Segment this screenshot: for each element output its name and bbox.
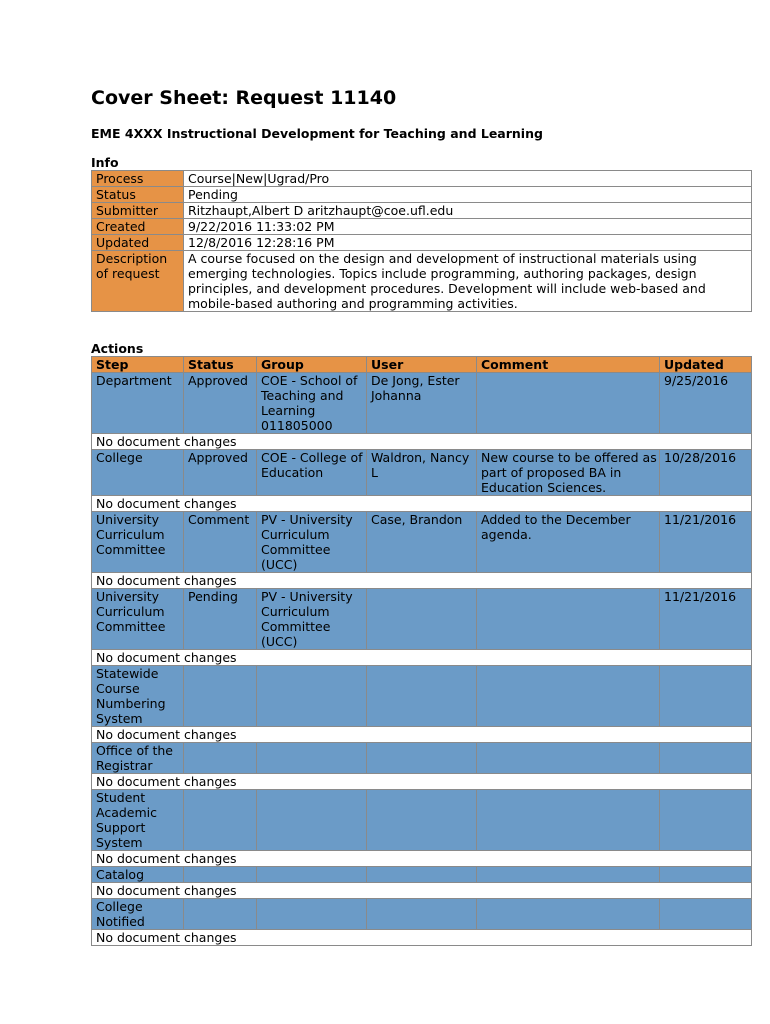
cell-user [367,589,477,650]
no-changes-text: No document changes [92,851,752,867]
cell-group: PV - University Curriculum Committee (UCC) [257,512,367,573]
info-label: Submitter [92,203,184,219]
cell-step: Statewide Course Numbering System [92,666,184,727]
cell-group: COE - School of Teaching and Learning 011805000 [257,373,367,434]
table-row [92,373,752,434]
info-row [92,203,752,219]
no-changes-row [92,930,752,946]
cell-user: Waldron, Nancy L [367,450,477,496]
no-changes-row [92,434,752,450]
no-changes-row [92,883,752,899]
cover-sheet-page [91,86,752,946]
info-label: Description of request [92,251,184,312]
page-title: Cover Sheet: Request 11140 [91,87,397,109]
cell-updated [660,899,752,930]
cell-updated: 11/21/2016 [660,589,752,650]
cell-step: Department [92,373,184,434]
column-header-group: Group [257,357,367,373]
info-table [91,170,752,312]
actions-table [91,356,752,946]
column-header-status: Status [184,357,257,373]
no-changes-text: No document changes [92,930,752,946]
cell-step: Student Academic Support System [92,790,184,851]
cell-step: College Notified [92,899,184,930]
no-changes-text: No document changes [92,434,752,450]
column-header-updated: Updated [660,357,752,373]
cell-status [184,743,257,774]
info-heading: Info [91,155,119,170]
info-row [92,235,752,251]
table-row [92,743,752,774]
table-row [92,666,752,727]
cell-group [257,899,367,930]
column-header-step: Step [92,357,184,373]
no-changes-text: No document changes [92,496,752,512]
cell-user [367,867,477,883]
cell-status [184,867,257,883]
table-row [92,450,752,496]
cell-group [257,666,367,727]
cell-updated [660,867,752,883]
cell-user [367,666,477,727]
no-changes-row [92,573,752,589]
table-row [92,589,752,650]
no-changes-text: No document changes [92,650,752,666]
cell-step: Catalog [92,867,184,883]
info-label: Created [92,219,184,235]
no-changes-text: No document changes [92,573,752,589]
cell-updated: 11/21/2016 [660,512,752,573]
info-row [92,251,752,312]
info-label: Status [92,187,184,203]
cell-comment: Added to the December agenda. [477,512,660,573]
cell-updated: 9/25/2016 [660,373,752,434]
cell-group: COE - College of Education [257,450,367,496]
cell-status: Comment [184,512,257,573]
cell-comment [477,743,660,774]
cell-group [257,743,367,774]
table-row [92,790,752,851]
no-changes-row [92,727,752,743]
no-changes-text: No document changes [92,883,752,899]
cell-comment [477,867,660,883]
table-row [92,867,752,883]
info-value: 9/22/2016 11:33:02 PM [184,219,752,235]
info-value: A course focused on the design and development of instructional materials using emerging technologies. Topics include programming, authoring packages, design principles, and development procedures. Development will include web-based and mobile-based authoring and programming activities. [184,251,752,312]
cell-status: Pending [184,589,257,650]
actions-header-row [92,357,752,373]
info-value: Course|New|Ugrad/Pro [184,171,752,187]
cell-group: PV - University Curriculum Committee (UCC) [257,589,367,650]
no-changes-row [92,851,752,867]
column-header-comment: Comment [477,357,660,373]
cell-group [257,867,367,883]
no-changes-text: No document changes [92,774,752,790]
cell-user [367,790,477,851]
cell-status: Approved [184,373,257,434]
info-value: Ritzhaupt,Albert D aritzhaupt@coe.ufl.edu [184,203,752,219]
cell-comment [477,373,660,434]
info-label: Updated [92,235,184,251]
column-header-user: User [367,357,477,373]
cell-step: University Curriculum Committee [92,589,184,650]
cell-user [367,743,477,774]
table-row [92,512,752,573]
no-changes-row [92,496,752,512]
cell-status: Approved [184,450,257,496]
cell-group [257,790,367,851]
cell-updated [660,790,752,851]
info-row [92,171,752,187]
cell-status [184,899,257,930]
cell-comment [477,790,660,851]
no-changes-row [92,650,752,666]
table-row [92,899,752,930]
cell-user: Case, Brandon [367,512,477,573]
info-row [92,219,752,235]
no-changes-row [92,774,752,790]
cell-step: University Curriculum Committee [92,512,184,573]
course-title: EME 4XXX Instructional Development for Teaching and Learning [91,126,543,141]
cell-step: College [92,450,184,496]
cell-comment [477,589,660,650]
cell-user: De Jong, Ester Johanna [367,373,477,434]
cell-step: Office of the Registrar [92,743,184,774]
actions-heading: Actions [91,341,144,356]
no-changes-text: No document changes [92,727,752,743]
cell-status [184,790,257,851]
cell-status [184,666,257,727]
cell-user [367,899,477,930]
info-value: Pending [184,187,752,203]
info-value: 12/8/2016 12:28:16 PM [184,235,752,251]
info-label: Process [92,171,184,187]
cell-updated: 10/28/2016 [660,450,752,496]
info-row [92,187,752,203]
cell-comment [477,666,660,727]
cell-updated [660,666,752,727]
cell-updated [660,743,752,774]
cell-comment [477,899,660,930]
cell-comment: New course to be offered as part of proposed BA in Education Sciences. [477,450,660,496]
